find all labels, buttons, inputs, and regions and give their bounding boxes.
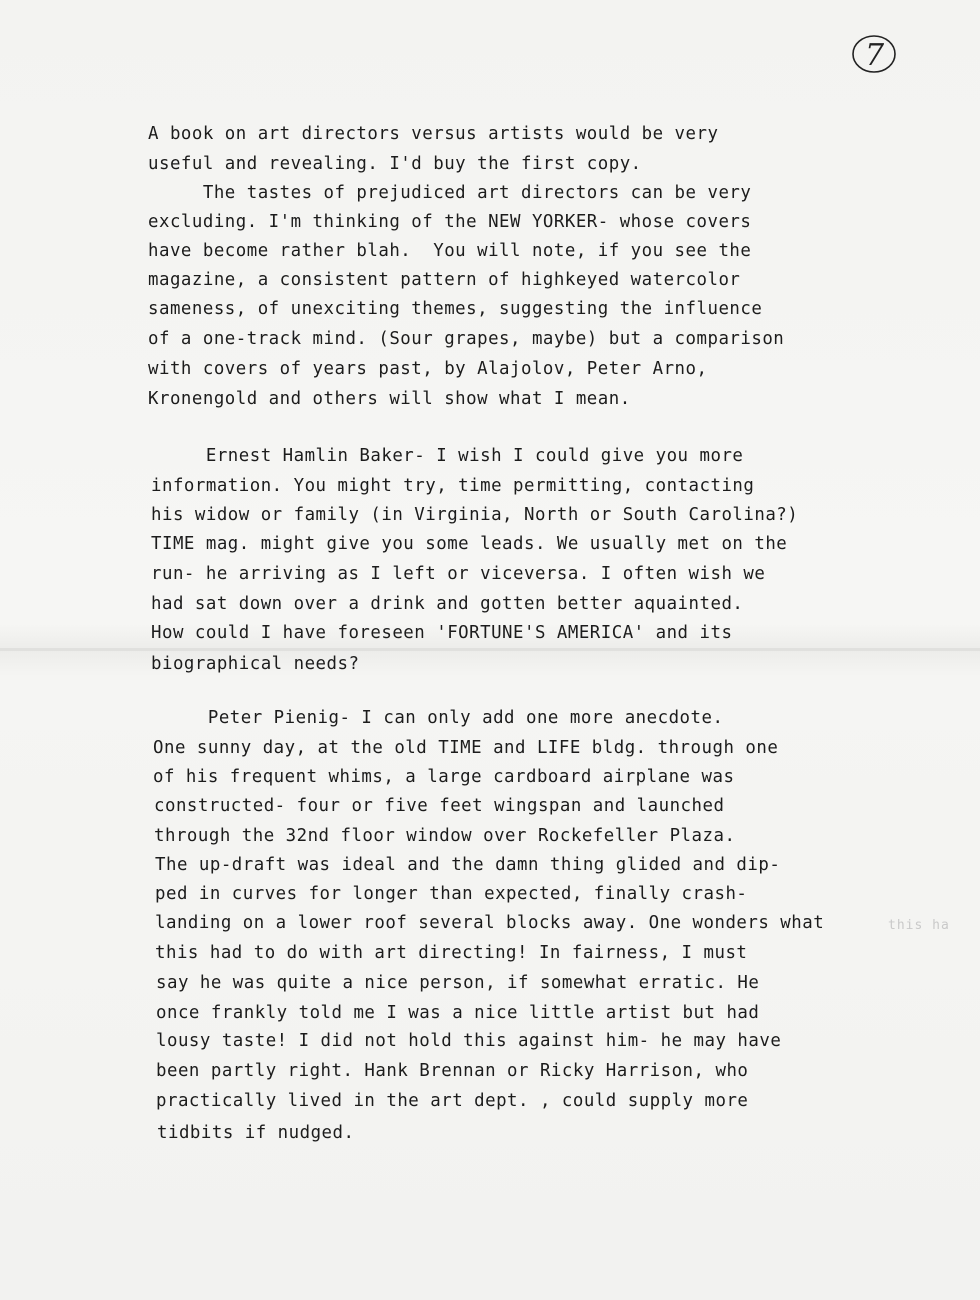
text-line: practically lived in the art dept. , could supply more <box>156 1091 749 1111</box>
text-line: ped in curves for longer than expected, finally crash- <box>155 884 748 904</box>
text-line: his widow or family (in Virginia, North or South Carolina?) <box>151 505 799 525</box>
text-line: excluding. I'm thinking of the NEW YORKER- whose covers <box>148 212 752 232</box>
text-line: Kronengold and others will show what I mean. <box>148 389 631 409</box>
text-line: say he was quite a nice person, if somewhat erratic. He <box>156 973 760 993</box>
text-line: One sunny day, at the old TIME and LIFE bldg. through one <box>153 738 779 758</box>
text-line: information. You might try, time permitting, contacting <box>151 476 755 496</box>
text-line: Ernest Hamlin Baker- I wish I could give you more <box>151 446 744 466</box>
text-line: lousy taste! I did not hold this against him- he may have <box>156 1031 782 1051</box>
text-line: of his frequent whims, a large cardboard airplane was <box>153 767 735 787</box>
strikethrough-remnant: this ha <box>888 918 950 933</box>
text-line: useful and revealing. I'd buy the first copy. <box>148 154 642 174</box>
text-line: landing on a lower roof several blocks away. One wonders what <box>155 913 825 933</box>
text-line: run- he arriving as I left or viceversa. I often wish we <box>151 564 766 584</box>
text-line: biographical needs? <box>151 654 360 674</box>
paper-fold-line <box>0 648 980 651</box>
text-line: had sat down over a drink and gotten better aquainted. <box>151 594 744 614</box>
text-line: with covers of years past, by Alajolov, Peter Arno, <box>148 359 708 379</box>
text-line: TIME mag. might give you some leads. We usually met on the <box>151 534 788 554</box>
text-line: constructed- four or five feet wingspan and launched <box>154 796 725 816</box>
text-line: A book on art directors versus artists would be very <box>148 124 719 144</box>
text-line: of a one-track mind. (Sour grapes, maybe) but a comparison <box>148 329 785 349</box>
circled-page-number-icon <box>850 32 898 76</box>
text-line: through the 32nd floor window over Rockefeller Plaza. <box>154 826 736 846</box>
text-line: The up-draft was ideal and the damn thing glided and dip- <box>155 855 781 875</box>
text-line: The tastes of prejudiced art directors can be very <box>148 183 752 203</box>
text-line: magazine, a consistent pattern of highkeyed watercolor <box>148 270 741 290</box>
text-line: been partly right. Hank Brennan or Ricky Harrison, who <box>156 1061 749 1081</box>
text-line: once frankly told me I was a nice little artist but had <box>156 1003 760 1023</box>
text-line: How could I have foreseen 'FORTUNE'S AMERICA' and its <box>151 623 733 643</box>
text-line: tidbits if nudged. <box>157 1123 355 1143</box>
text-line: Peter Pienig- I can only add one more anecdote. <box>153 708 724 728</box>
circled-page-number <box>850 32 898 76</box>
page-number-text: 7 <box>865 38 885 73</box>
text-line: sameness, of unexciting themes, suggesting the influence <box>148 299 763 319</box>
text-line: this had to do with art directing! In fairness, I must <box>155 943 748 963</box>
text-line: have become rather blah. You will note, if you see the <box>148 241 752 261</box>
